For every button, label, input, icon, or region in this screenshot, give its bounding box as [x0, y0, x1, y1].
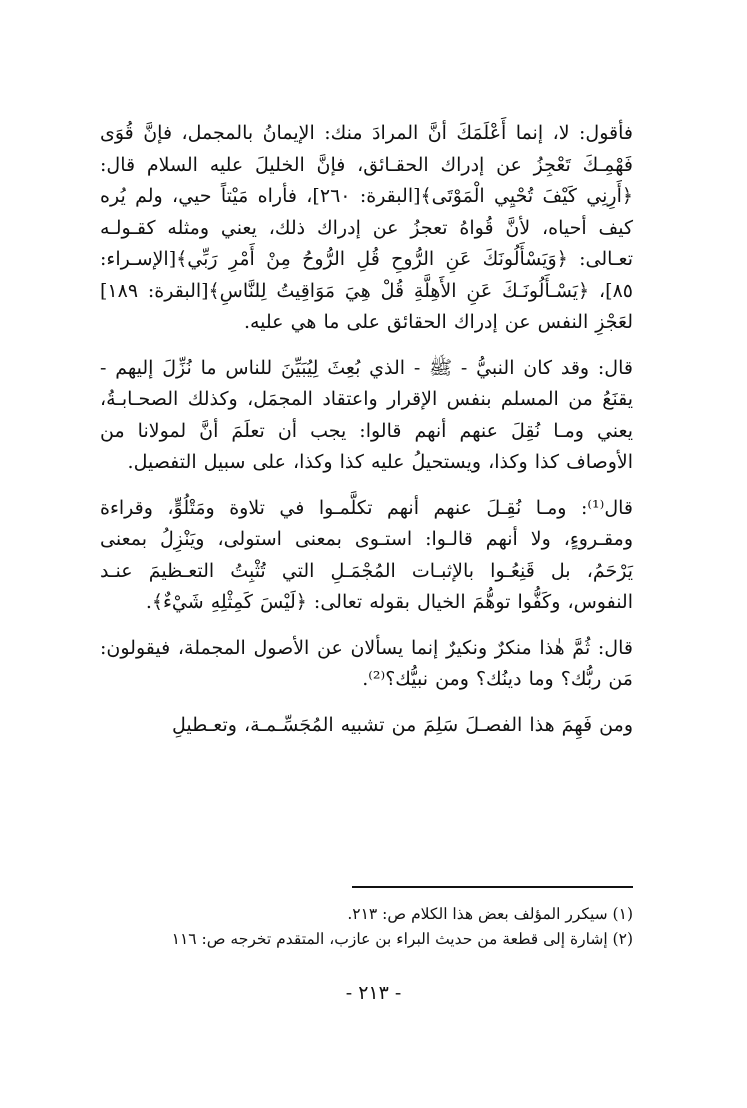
paragraph-2: قال: وقد كان النبيُّ - ﷺ - الذي بُعِثَ لِيُبَيِّنَ للناس ما نُزِّلَ إليهم - يقنَعُ من المسلم بنفس الإقرار واعتقاد المجمَل، وكذلك الصحـابـةُ، يعني ومـا نُقِلَ عنهم أنهم قالوا: يجب أن تعلَمَ أنَّ لمولانا من الأوصاف كذا وكذا، ويستحيلُ عليه كذا وكذا، على سبيل التفصيل. [100, 356, 633, 473]
page-number: - ٢١٣ - [345, 982, 402, 1004]
paragraph-3: قال⁽¹⁾: ومـا نُقِـلَ عنهم أنهم تكلَّمـوا في تلاوة ومَتْلُوٍّ، وقراءة ومقـروءٍ، ولا أنهم قالـوا: استـوى بمعنى استولى، ويَنْزِلُ بمعنى يَرْحَمُ، بل قَنِعُـوا بالإثبـات المُجْمَـلِ التي تُثْبِتُ التعـظيمَ عنـد النفوس، وكَفُّوا توهُّمَ الخيال بقوله تعالى: ﴿لَيْسَ كَمِثْلِهِ شَيْءٌ﴾. [100, 496, 633, 613]
footnote-separator [352, 886, 633, 888]
footnote-2: (٢) إشارة إلى قطعة من حديث البراء بن عازب، المتقدم تخرجه ص: ١١٦ [171, 930, 633, 948]
paragraph-5: ومن فَهِمَ هذا الفصـلَ سَلِمَ من تشبيه المُجَسِّـمـة، وتعـطيلِ [172, 713, 633, 736]
paragraph-4: قال: ثُمَّ هٰذا منكرٌ ونكيرٌ إنما يسألان عن الأصول المجملة، فيقولون: مَن ربُّك؟ وما دينُك؟ ومن نبيُّك؟⁽²⁾. [100, 636, 633, 690]
footnote-1: (١) سيكرر المؤلف بعض هذا الكلام ص: ٢١٣. [347, 905, 633, 923]
footnotes [100, 902, 633, 952]
main-text-block [100, 118, 633, 755]
paragraph-1: فأقول: لا، إنما أَعْلَمَكَ أنَّ المرادَ منك: الإيمانُ بالمجمل، فإنَّ قُوَى فَهْمِـكَ تَعْجِزُ عن إدراك الحقـائق، فإنَّ الخليلَ عليه السلام قال: ﴿أَرِنِي كَيْفَ تُحْيِي الْمَوْتَى﴾[البقرة: ٢٦٠]، فأراه مَيْتاً حيي، ولم يُره كيف أحياه، لأنَّ قُواهُ تعجزُ عن إدراك ذلك، يعني ومثله كقـولـه تعـالى: ﴿وَيَسْأَلُونَكَ عَنِ الرُّوحِ قُلِ الرُّوحُ مِنْ أَمْرِ رَبِّي﴾[الإسـراء: ٨٥]، ﴿يَسْـأَلُونَـكَ عَنِ الأَهِلَّةِ قُلْ هِيَ مَوَاقِيتُ لِلنَّاسِ﴾[البقرة: ١٨٩] لعَجْزِ النفس عن إدراك الحقائق على ما هي عليه. [100, 122, 633, 333]
